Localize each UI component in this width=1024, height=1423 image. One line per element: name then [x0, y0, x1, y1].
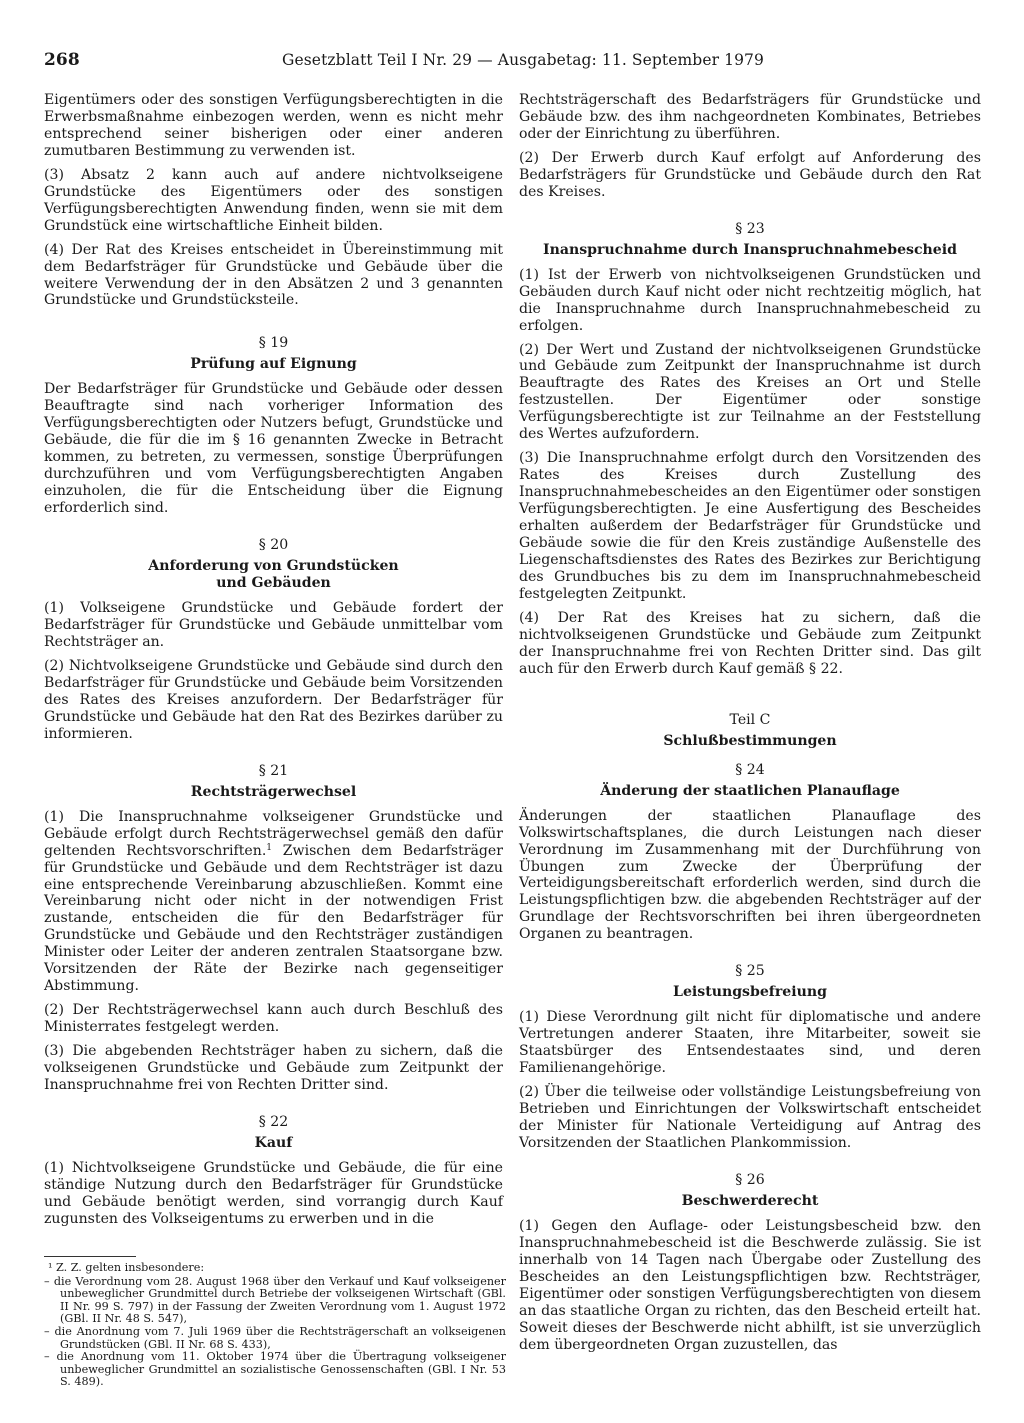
right-column — [519, 92, 981, 1361]
footnote-rule — [44, 1256, 136, 1257]
paragraph: (3) Absatz 2 kann auch auf andere nichtvolkseigene Grundstücke des Eigentümers oder des sonstigen Verfügungsberechtigten Anwendung finden, wenn sie mit dem Grundstück eine wirtschaftliche Einheit bilden. — [44, 166, 503, 234]
paragraph: Der Bedarfsträger für Grundstücke und Gebäude oder dessen Beauftragte sind nach vorheriger Information des Verfügungsberechtigten oder Nutzers befugt, Grundstücke und Gebäude, die für die im § 16 genannten Zwecke in Betracht kommen, zu betreten, zu vermessen, sonstige Überprüfungen durchzuführen und vom Verfügungsberechtigten Angaben einzuholen, die für die Entscheidung über die Eignung erforderlich sind. — [44, 381, 503, 517]
paragraph: (2) Der Wert und Zustand der nichtvolkseigenen Grundstücke und Gebäude zum Zeitpunkt der Inanspruchnahme ist durch Beauftragte des Rates des Kreises an Ort und Stelle festzustellen. Der Eigentümer oder sonstige Verfügungsberechtigte ist zur Teilnahme an der Feststellung des Wertes aufzufordern. — [519, 341, 981, 443]
paragraph: (1) Gegen den Auflage- oder Leistungsbescheid bzw. den Inanspruchnahmebescheid ist die Beschwerde zulässig. Sie ist innerhalb von 14 Tagen nach Übergabe oder Zustellung des Bescheides an den Leistungspflichtigen bzw. Rechtsträger, Eigentümer oder sonstigen Verfügungsberechtigten von diesem an das staatliche Organ zu richten, das den Bescheid erteilt hat. Soweit dieses der Beschwerde nicht abhilft, ist sie unverzüglich dem übergeordneten Organ zuzustellen, das — [519, 1217, 981, 1353]
section-number: § 21 — [258, 762, 289, 779]
running-title: Gesetzblatt Teil I Nr. 29 — Ausgabetag: 11. September 1979 — [282, 51, 764, 69]
footnote-marker: 1 — [266, 842, 273, 853]
paragraph: (1) Volkseigene Grundstücke und Gebäude fordert der Bedarfsträger für Grundstücke und Gebäude unmittelbar vom Rechtsträger an. — [44, 600, 503, 650]
paragraph-text: (1) Die Inanspruchnahme volkseigener Grundstücke und Gebäude erfolgt durch Rechtsträgerwechsel gemäß den dafür geltenden Rechtsvorschriften. — [44, 808, 503, 859]
paragraph: (3) Die Inanspruchnahme erfolgt durch den Vorsitzenden des Rates des Kreises durch Zustellung des Inanspruchnahmebescheides an den Eigentümer oder sonstigen Verfügungsberechtigten. Je eine Ausfertigung des Bescheides erhalten außerdem der Bedarfsträger für Grundstücke und Gebäude sowie die für den Kreis zuständige Außenstelle des Liegenschaftsdienstes des Rates des Bezirkes zur Berichtigung des Grundbuches bis zu dem im Inanspruchnahmebescheid festgelegten Zeitpunkt. — [519, 450, 981, 602]
paragraph: Eigentümers oder des sonstigen Verfügungsberechtigten in die Erwerbsmaßnahme einbezogen werden, wenn es nicht mehr entsprechend seiner bisherigen oder einer anderen zumutbaren Bestimmung zu verwenden ist. — [44, 92, 503, 159]
page-header — [44, 50, 988, 76]
section-number: § 25 — [735, 963, 765, 980]
section-title: und Gebäuden — [216, 575, 331, 592]
section-number: § 22 — [258, 1113, 289, 1130]
section-title: Leistungsbefreiung — [673, 984, 827, 1001]
section-title: Kauf — [254, 1134, 293, 1151]
paragraph: (1) Nichtvolkseigene Grundstücke und Gebäude, die für eine ständige Nutzung durch den Bedarfsträger für Grundstücke und Gebäude benötigt werden, sind vorrangig durch Kauf zugunsten des Volkseigentums zu erwerben und in die — [44, 1159, 503, 1227]
part-title: Schlußbestimmungen — [663, 732, 837, 749]
paragraph: (2) Über die teilweise oder vollständige Leistungsbefreiung von Betrieben und Einrichtungen der Volkswirtschaft entscheidet der Minister für Nationale Verteidigung auf Antrag des Vorsitzenden der Staatlichen Plankommission. — [519, 1084, 981, 1151]
section-title: Rechtsträgerwechsel — [190, 783, 357, 800]
paragraph: (2) Nichtvolkseigene Grundstücke und Gebäude sind durch den Bedarfsträger für Grundstücke und Gebäude beim Vorsitzenden des Rates des Kreises anzufordern. Der Bedarfsträger für Grundstücke und Gebäude hat den Rat des Bezirkes darüber zu informieren. — [44, 657, 503, 742]
section-number: § 19 — [258, 335, 289, 352]
paragraph: (2) Der Erwerb durch Kauf erfolgt auf Anforderung des Bedarfsträgers für Grundstücke und Gebäude durch den Rat des Kreises. — [519, 149, 981, 200]
footnote-head: ¹ Z. Z. gelten insbesondere: — [48, 1261, 205, 1274]
section-number: § 23 — [735, 220, 765, 237]
footnote-item: – die Anordnung vom 7. Juli 1969 über die Rechtsträgerschaft an volkseigenen Grundstücken (GBl. II Nr. 68 S. 433), — [44, 1324, 506, 1351]
section-number: § 26 — [735, 1171, 765, 1188]
paragraph: (2) Der Rechtsträgerwechsel kann auch durch Beschluß des Ministerrates festgelegt werden. — [44, 1002, 503, 1036]
section-title: Inanspruchnahme durch Inanspruchnahmebescheid — [543, 241, 957, 258]
section-title: Beschwerderecht — [681, 1192, 819, 1209]
page-number: 268 — [44, 50, 80, 70]
section-title: Änderung der staatlichen Planauflage — [600, 782, 900, 799]
section-title: Anforderung von Grundstücken — [148, 558, 399, 575]
part-heading: Teil C — [729, 711, 771, 728]
section-number: § 20 — [258, 537, 289, 554]
section-number: § 24 — [735, 761, 765, 778]
left-column — [44, 92, 503, 1235]
paragraph — [44, 809, 503, 995]
paragraph: (4) Der Rat des Kreises entscheidet in Übereinstimmung mit dem Bedarfsträger für Grundstücke und Gebäude über die weitere Verwendung der in den Absätzen 2 und 3 genannten Grundstücke und Grundstücksteile. — [44, 241, 503, 309]
paragraph: (1) Diese Verordnung gilt nicht für diplomatische und andere Vertretungen anderer Staaten, ihre Mitarbeiter, soweit sie Staatsbürger des Entsendestaates sind, und deren Familienangehörige. — [519, 1009, 981, 1077]
paragraph: Rechtsträgerschaft des Bedarfsträgers für Grundstücke und Gebäude bzw. des ihm nachgeordneten Kombinates, Betriebes oder der Einrichtung zu überführen. — [519, 92, 981, 142]
footnotes — [44, 1262, 506, 1389]
section-title: Prüfung auf Eignung — [190, 356, 357, 373]
paragraph: (3) Die abgebenden Rechtsträger haben zu sichern, daß die volkseigenen Grundstücke und Gebäude zum Zeitpunkt der Inanspruchnahme frei von Rechten Dritter sind. — [44, 1043, 503, 1093]
paragraph-text: Zwischen dem Bedarfsträger für Grundstücke und Gebäude und dem Rechtsträger ist dazu eine entsprechende Vereinbarung abzuschließen. Kommt eine Vereinbarung nicht oder nicht in der notwendigen Frist zustande, entscheiden die für den Bedarfsträger für Grundstücke und Gebäude und den Rechtsträger zuständigen Minister oder Leiter der anderen zentralen Staatsorgane bzw. Vorsitzenden der Räte der Bezirke nach gegenseitiger Abstimmung. — [44, 842, 503, 995]
paragraph: (1) Ist der Erwerb von nichtvolkseigenen Grundstücken und Gebäuden durch Kauf nicht oder nicht rechtzeitig möglich, hat die Inanspruchnahme durch Inanspruchnahmebescheid zu erfolgen. — [519, 266, 981, 334]
paragraph: (4) Der Rat des Kreises hat zu sichern, daß die nichtvolkseigenen Grundstücke und Gebäude zum Zeitpunkt der Inanspruchnahme frei von Rechten Dritter sind. Das gilt auch für den Erwerb durch Kauf gemäß § 22. — [519, 609, 981, 677]
paragraph: Änderungen der staatlichen Planauflage des Volkswirtschaftsplanes, die durch Leistungen nach dieser Verordnung im Zusammenhang mit der Durchführung von Übungen zum Zwecke der Überprüfung der Verteidigungsbereitschaft erforderlich werden, sind durch die Leistungspflichtigen bzw. die abgebenden Rechtsträger auf der Grundlage der Rechtsvorschriften bei ihren übergeordneten Organen zu beantragen. — [519, 807, 981, 943]
footnote-item: – die Verordnung vom 28. August 1968 über den Verkauf und Kauf volkseigener unbeweglicher Grundmittel durch Betriebe der volkseigenen Wirtschaft (GBl. II Nr. 99 S. 797) in der Fassung der Zweiten Verordnung vom 1. August 1972 (GBl. II Nr. 48 S. 547), — [44, 1274, 506, 1326]
footnote-item: – die Anordnung vom 11. Oktober 1974 über die Übertragung volkseigener unbeweglicher Grundmittel an sozialistische Genossenschaften (GBl. I Nr. 53 S. 489). — [44, 1350, 506, 1389]
